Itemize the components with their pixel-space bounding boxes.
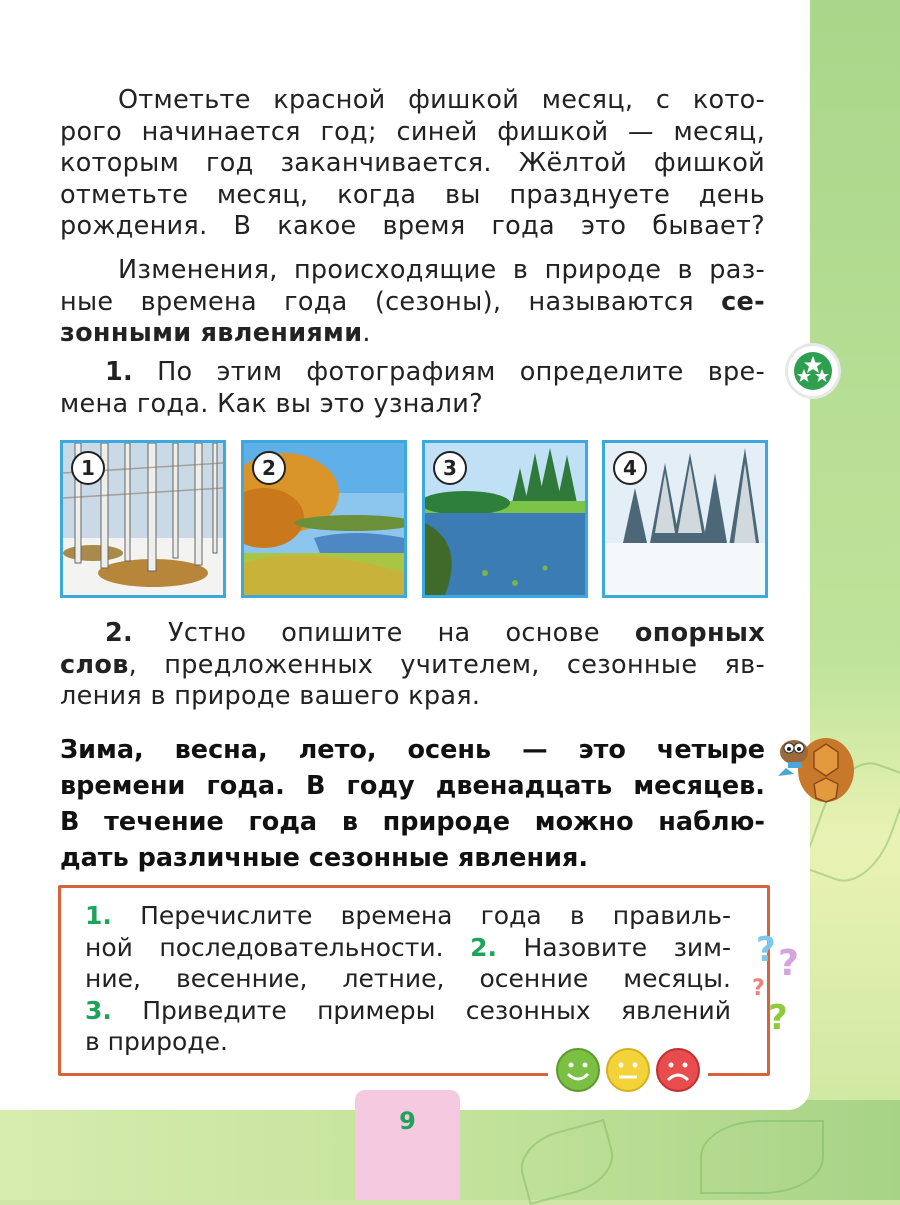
text-line [60,618,765,650]
text-line: времени года. В году двенадцать месяцев. [60,771,765,801]
text-fragment: Приведите примеры сезонных явлений [111,995,731,1025]
photo-number-badge: 4 [613,451,647,485]
review-questions [85,900,731,1058]
text-fragment: Назовите зим- [496,932,732,962]
photo-summer [422,440,588,598]
text-line: отметьте месяц, когда вы празднуете день [60,179,765,210]
text-line: Изменения, происходящие в природе в раз- [118,255,765,285]
term-bold: зонными явлениями [60,318,363,348]
sad-face-icon[interactable] [655,1047,701,1093]
text-line: ние, весенние, летние, осенние месяцы. [85,964,731,993]
photo-number-badge: 1 [71,451,105,485]
text-fragment: ной последовательности. [85,932,471,962]
task-1 [60,357,765,420]
task-2 [60,618,765,713]
question-number: 1. [85,901,112,930]
text-line: ления в природе вашего края. [60,681,481,711]
photo-winter [602,440,768,598]
text-fragment: Устно опишите на основе [168,618,635,648]
text-line: В течение года в природе можно наблю- [60,807,765,837]
photo-number-badge: 3 [433,451,467,485]
text-fragment: , предложенных учителем, сезонные яв- [128,649,765,680]
leaf-decoration [700,1120,824,1194]
text-fragment: ные времена года (сезоны), называются [60,286,722,317]
text-line [85,932,731,964]
question-number: 3. [85,995,112,1025]
text-line [85,995,731,1027]
page-number-tab [355,1090,460,1200]
text-line: Зима, весна, лето, осень — это четыре [60,735,765,765]
text-fragment: По этим фотографиям определите вре- [157,357,765,387]
turtle-mascot-icon [768,722,858,812]
intro-paragraph [60,85,765,243]
neutral-face-icon[interactable] [605,1047,651,1093]
task-number: 1. [105,357,134,387]
svg-text:?: ? [768,998,788,1035]
photo-spring [60,440,226,598]
svg-text:?: ? [756,930,776,970]
term-bold: слов [60,649,129,680]
text-line: в природе. [85,1027,228,1056]
photo-number-badge: 2 [252,451,286,485]
text-line: дать различные сезонные явления. [60,843,589,873]
happy-face-icon[interactable] [555,1047,601,1093]
text-line [60,650,765,682]
text-line: Отметьте красной фишкой месяц, с кото- [118,85,765,115]
text-line [60,287,765,319]
text-fragment: . [362,318,371,348]
definition-paragraph [60,255,765,350]
text-line: рождения. В какое время года это бывает? [60,211,765,241]
season-photos [60,440,765,595]
text-line [85,900,731,932]
photo-autumn [241,440,407,598]
text-line [60,318,765,350]
key-rule [60,732,765,876]
right-margin-background [800,0,900,1200]
text-line: мена года. Как вы это узнали? [60,388,483,419]
term-bold: опорных [634,618,766,648]
text-line: которым год заканчивается. Жёлтой фишкой [60,148,765,178]
text-line: рого начинается год; синей фишкой — месяц, [60,116,765,147]
three-stars-medal-icon [788,346,838,396]
term-bold: се- [721,286,765,317]
task-number: 2. [105,618,134,648]
question-marks-icon [752,925,812,1035]
svg-text:?: ? [752,976,765,1001]
page-number: 9 [399,1107,416,1135]
text-line [60,357,765,389]
question-number: 2. [470,932,497,962]
svg-text:?: ? [778,943,799,984]
text-fragment: Перечислите времена года в правиль- [140,901,731,930]
